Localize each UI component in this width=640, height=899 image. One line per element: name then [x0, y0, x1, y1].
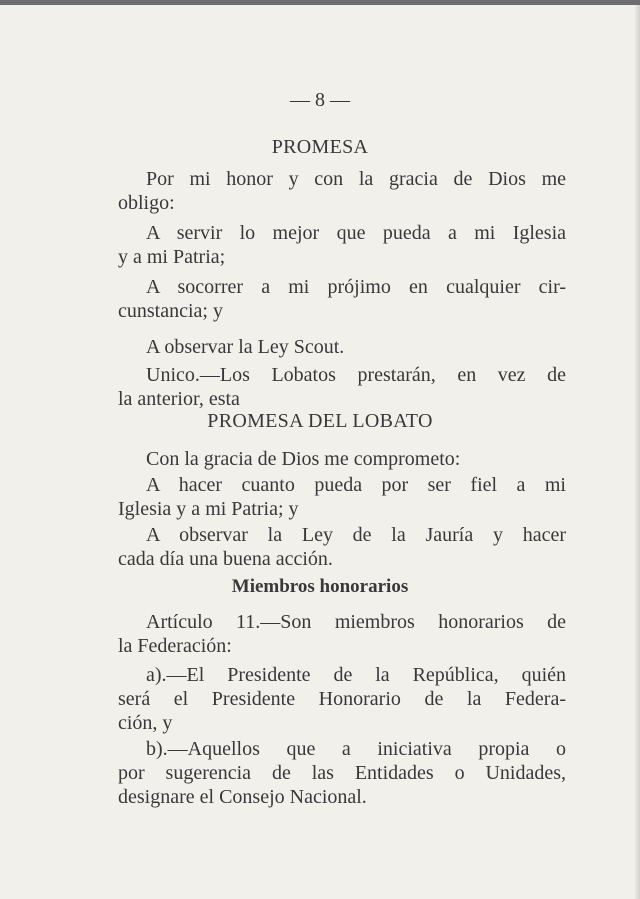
heading-promesa: PROMESA [271, 136, 369, 158]
text-line: la anterior, esta [118, 388, 240, 410]
text-line: la Federación: [118, 635, 232, 657]
page-number: — 8 — [290, 89, 350, 111]
text-line: A observar la Ley de la Jauría y hacer [146, 524, 566, 546]
text-line: cunstancia; y [118, 300, 223, 322]
text-line: designare el Consejo Nacional. [118, 786, 367, 808]
text-line: a).—El Presidente de la República, quién [146, 664, 566, 686]
heading-miembros-honorarios: Miembros honorarios [231, 576, 409, 597]
text-line: Iglesia y a mi Patria; y [118, 498, 299, 520]
text-line: A servir lo mejor que pueda a mi Iglesia [146, 222, 566, 244]
text-line: por sugerencia de las Entidades o Unidades, [118, 762, 566, 784]
text-line: ción, y [118, 712, 173, 734]
text-line: Artículo 11.—Son miembros honorarios de [146, 611, 566, 633]
text-line: será el Presidente Honorario de la Federa- [118, 688, 566, 710]
text-line: A observar la Ley Scout. [146, 336, 345, 358]
text-line: A hacer cuanto pueda por ser fiel a mi [146, 474, 566, 496]
text-line: b).—Aquellos que a iniciativa propia o [146, 738, 566, 760]
text-line: obligo: [118, 192, 175, 214]
text-line: y a mi Patria; [118, 246, 226, 268]
text-line: Unico.—Los Lobatos prestarán, en vez de [146, 364, 566, 386]
text-line: cada día una buena acción. [118, 548, 333, 570]
text-line: Por mi honor y con la gracia de Dios me [146, 168, 566, 190]
text-line: A socorrer a mi prójimo en cualquier cir- [146, 276, 566, 298]
text-line: Con la gracia de Dios me comprometo: [146, 448, 461, 470]
heading-promesa-lobato: PROMESA DEL LOBATO [207, 410, 433, 432]
